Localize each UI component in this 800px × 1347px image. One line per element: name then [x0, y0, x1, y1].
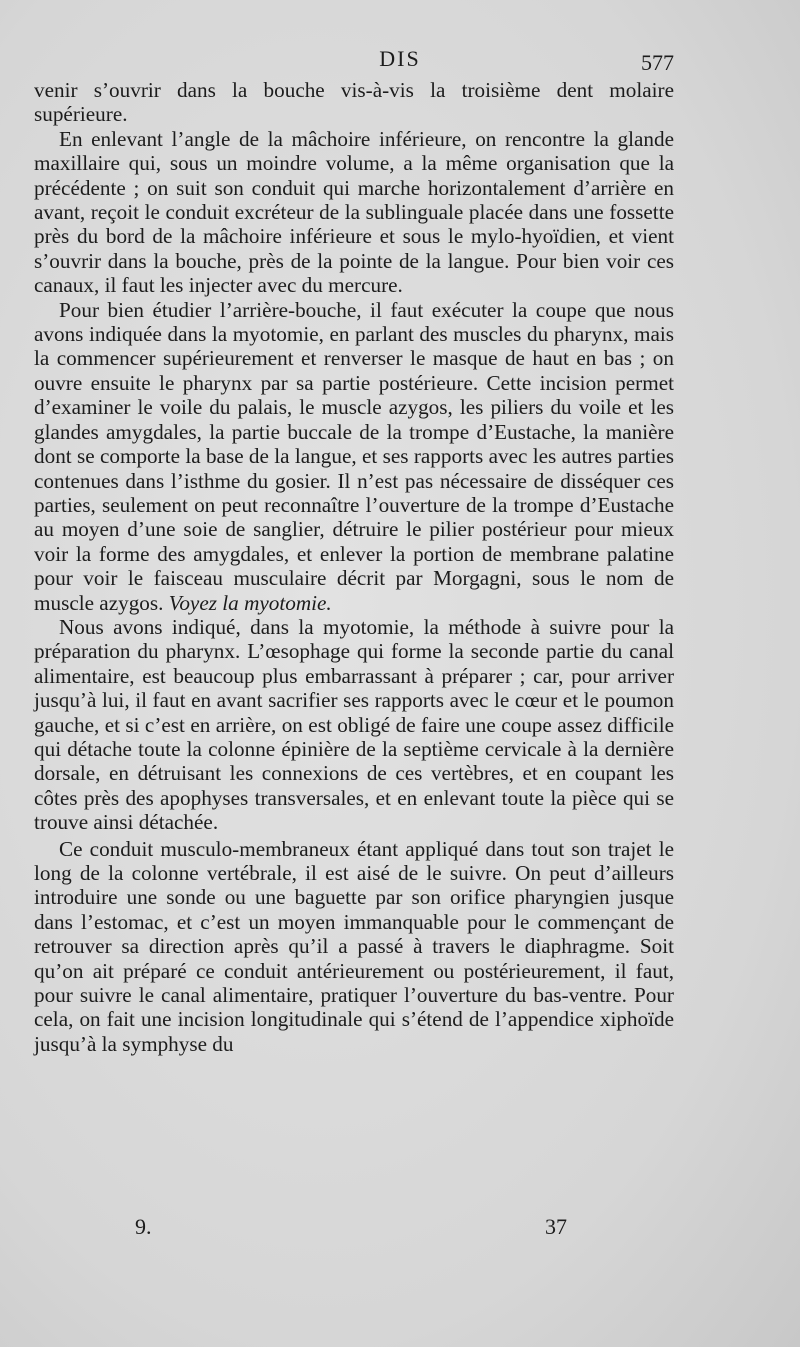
- cross-reference: Voyez la myotomie.: [168, 590, 332, 615]
- paragraph: Ce conduit musculo-membraneux étant appliqué dans tout son trajet le long de la colonne vertébrale, il est aisé de le suivre. On peut d’ailleurs introduire une sonde ou une baguette par son orifice pharyngien jusque dans l’estomac, et c’est un moyen immanquable pour le commençant de retrouver sa direction après qu’il a passé à travers le diaphragme. Soit qu’on ait préparé ce conduit antérieurement ou postérieurement, il faut, pour suivre le canal alimentaire, pratiquer l’ouverture du bas-ventre. Pour cela, on fait une incision longitudinale qui s’étend de l’appendice xiphoïde jusqu’à la symphyse du: [34, 836, 674, 1056]
- paragraph: Nous avons indiqué, dans la myotomie, la méthode à suivre pour la préparation du pharynx. L’œsophage qui forme la seconde partie du canal alimentaire, est beaucoup plus embarrassant à préparer ; car, pour arriver jusqu’à lui, il faut en avant sacrifier ses rapports avec le cœur et le poumon gauche, et si c’est en arrière, on est obligé de faire une coupe assez difficile qui détache toute la colonne épinière de la septième cervicale à la dernière dorsale, en détruisant les connexions de ces vertèbres, et en coupant les côtes près des apophyses transversales, et en enlevant toute la pièce qui se trouve ainsi détachée.: [34, 614, 674, 835]
- paragraph: En enlevant l’angle de la mâchoire inférieure, on rencontre la glande maxillaire qui, sous un moindre volume, a la même organisation que la précédente ; on suit son conduit qui marche horizontalement d’arrière en avant, reçoit le conduit excréteur de la sublinguale placée dans une fossette près du bord de la mâchoire inférieure et sous le mylo-hyoïdien, et vient s’ouvrir dans la bouche, près de la pointe de la langue. Pour bien voir ces canaux, il faut les injecter avec du mercure.: [34, 126, 674, 298]
- sheet-number: 37: [545, 1214, 567, 1239]
- paragraph: venir s’ouvrir dans la bouche vis-à-vis la troisième dent molaire supérieure.: [34, 78, 674, 127]
- body-text: [34, 78, 674, 1056]
- paragraph-text: Pour bien étudier l’arrière-bouche, il faut exécuter la coupe que nous avons indiquée dans la myotomie, en parlant des muscles du pharynx, mais la commencer supérieurement et renverser le masque de haut en bas ; on ouvre ensuite le pharynx par sa partie postérieure. Cette incision permet d’examiner le voile du palais, le muscle azygos, les piliers du voile et les glandes amygdales, la partie buccale de la trompe d’Eustache, la manière dont se comporte la base de la langue, et ses rapports avec les autres parties contenues dans l’isthme du gosier. Il n’est pas nécessaire de disséquer ces parties, seulement on peut reconnaître l’ouverture de la trompe d’Eustache au moyen d’une soie de sanglier, détruire le pilier postérieur pour mieux voir la forme des amygdales, et enlever la portion de membrane palatine pour voir le faisceau musculaire décrit par Morgagni, sous le nom de muscle azygos.: [34, 297, 674, 615]
- page-number: 577: [641, 50, 674, 75]
- paragraph: [34, 298, 674, 615]
- signature-mark: 9.: [135, 1214, 152, 1239]
- running-head: DIS: [379, 46, 421, 71]
